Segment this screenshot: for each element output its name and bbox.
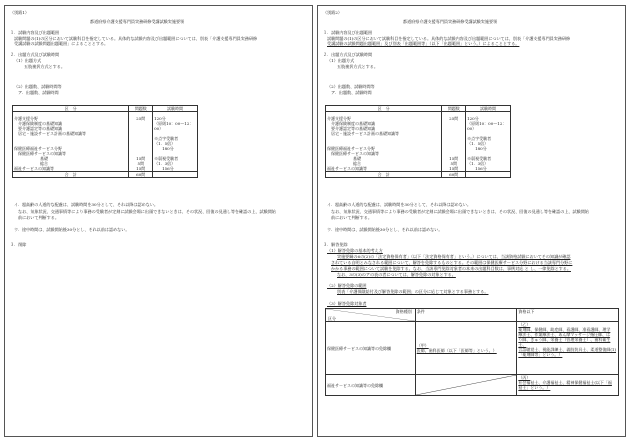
th-count: 問題数 bbox=[129, 106, 153, 112]
r-num2-2: 15問 bbox=[449, 156, 459, 161]
r-th-time: 試験時間 bbox=[466, 106, 511, 112]
cell-count-body bbox=[129, 112, 153, 172]
r-s3-p3: （3）解答免除対象者 bbox=[327, 301, 367, 306]
r-section-2-p2-body: ア．出題数、試験時間 bbox=[331, 90, 372, 95]
cat2-1: 保健医療サービスの知識等 bbox=[18, 151, 66, 156]
r-note-b: なお、気象状況、交通事情等により事務の受験者が定刻に試験会場に出頭できないときは、その状況、回復の見通し等を確認の上、試験開始 bbox=[331, 209, 589, 214]
r-note-a: イ．超高齢の人道的な配慮は、試験時間を30分として、それ以降は認めない。 bbox=[327, 202, 471, 207]
ex-r1-qual-5: 「薬剤師等」という。） bbox=[518, 352, 563, 357]
r-s3-p1d: なお、3の(3)のアの表の者については、解答免除の対象とする。 bbox=[337, 272, 456, 277]
note-b: なお、気象状況、交通事情等により事務の受験者が定刻に試験会場に出頭できないときは、その状況、回復の見通し等を確認の上、試験開始 bbox=[18, 209, 276, 214]
r-section-1-heading: １．試験内容及び出題範囲 bbox=[323, 30, 373, 35]
r-cat2-0: 保健医療福祉サービス分野 bbox=[327, 146, 375, 151]
r-cell-count-body bbox=[442, 112, 466, 172]
cat2-0: 保健医療福祉サービス分野 bbox=[14, 146, 62, 151]
cell-category-body bbox=[13, 112, 129, 172]
cat2-3: 総合 bbox=[40, 161, 48, 166]
cat1-3: 居宅・施設サービス計画の基礎知識等 bbox=[18, 131, 86, 136]
r-th-category: 区 分 bbox=[326, 106, 442, 112]
annex-label: （別紙1） bbox=[10, 10, 29, 15]
section-2-p1-body: 五肢複択方式とする。 bbox=[24, 64, 65, 69]
r-section-2-p1: （1）出題方式 bbox=[327, 58, 355, 63]
r-section-2-heading: ２．出題方式及び試験時間 bbox=[323, 52, 373, 57]
ex-r1-qual-2: 療法士、作業療法士、あん摩マッサージ指圧師、は bbox=[518, 332, 611, 337]
time-4: （1．5倍） bbox=[154, 141, 176, 146]
ex-r1-qual-4: 言語聴覚士、視能訓練士、義肢装具士、柔道整復師(1) bbox=[518, 347, 617, 352]
th-time: 試験時間 bbox=[153, 106, 198, 112]
r-exam-table bbox=[325, 105, 511, 178]
r-s3-p1b: されている自明とみなされる範囲について、解答を免除するものとする。その範囲は保健医療サービス分野における当該専門分野に bbox=[331, 260, 573, 265]
r-cat1-3: 居宅・施設サービス計画の基礎知識等 bbox=[331, 131, 399, 136]
r-cat3: 福祉サービスの知識等 bbox=[327, 166, 367, 171]
total-label: 合 計 bbox=[13, 172, 129, 178]
right-page bbox=[317, 5, 626, 437]
num1: 25問 bbox=[136, 116, 146, 121]
ex-th-diag bbox=[326, 309, 416, 322]
ex-r1-qual-0: （乙） bbox=[518, 322, 531, 327]
section-2-heading: ２．出題方式及び試験時間 bbox=[10, 52, 60, 57]
r-total-label: 合 計 bbox=[326, 172, 442, 178]
cell-time-body bbox=[153, 112, 198, 172]
r-cat2-2: 基礎 bbox=[353, 156, 361, 161]
r-section-1-text-2: 受講試験の試験問題出題範囲」及び別表「出題範囲等」（以下「出題範囲」という。）によることとする。 bbox=[327, 41, 520, 46]
left-page bbox=[4, 5, 313, 437]
time-1: （原則10：00〜12：00） bbox=[154, 121, 194, 131]
r-time-7: ※弱視受験者 bbox=[467, 156, 492, 161]
ex-r2-qual-1: 社会福祉士、介護福祉士、精神保健福祉士(以下「福 bbox=[518, 380, 612, 385]
time-9: 156分 bbox=[162, 166, 174, 171]
r-num1: 25問 bbox=[449, 116, 459, 121]
ex-r1-qual-3: り師、きゅう師、栄養士（管理栄養士）、歯科衛生士、 bbox=[518, 337, 611, 347]
exemption-table bbox=[325, 308, 619, 396]
exam-table bbox=[12, 105, 198, 178]
r-note-c: 前において判断する。 bbox=[331, 215, 372, 220]
total-count: 60問 bbox=[129, 172, 153, 178]
ex-th-cat: 区分 bbox=[328, 316, 336, 321]
total-time bbox=[153, 172, 198, 178]
r-th-count: 問題数 bbox=[442, 106, 466, 112]
r-num3: 15問 bbox=[449, 166, 459, 171]
r-cell-category-body bbox=[326, 112, 442, 172]
ex-r1-qual-1: 薬剤師、保健師、助産師、看護師、准看護師、理学 bbox=[518, 327, 611, 332]
time-8: （1．3倍） bbox=[154, 161, 176, 166]
r-time-8: （1．3倍） bbox=[467, 161, 489, 166]
ex-r2-qual-0: （丙） bbox=[518, 375, 531, 380]
ex-r2-cat: 福祉サービスの知識等の免除欄 bbox=[326, 375, 416, 396]
r-cell-time-body bbox=[466, 112, 511, 172]
r-section-2-p2: （2）出題数、試験時間等 bbox=[327, 84, 375, 89]
ex-r2-qual bbox=[517, 375, 619, 396]
r-s3-p2a: 別表「介護保険給付及び解答免除の範囲」の区分に応じて対象とする事務とする。 bbox=[337, 289, 489, 294]
time-7: ※弱視受験者 bbox=[154, 156, 179, 161]
r-s3-p2: （2）解答免除の範囲 bbox=[327, 283, 367, 288]
cat1-2: 要介護認定等の基礎知識 bbox=[18, 126, 62, 131]
num3: 15問 bbox=[136, 166, 146, 171]
note-d: ウ．途中時間は、試験開始後30分とし、それ以前は認めない。 bbox=[14, 227, 130, 232]
r-total-count: 60問 bbox=[442, 172, 466, 178]
r-num2-3: 5問 bbox=[450, 161, 457, 166]
cat3: 福祉サービスの知識等 bbox=[14, 166, 54, 171]
ex-r1-cat: 保健医療サービスの知識等の免除欄 bbox=[326, 322, 416, 375]
section-1-text-2: 受講試験の試験問題出題範囲」によることとする。 bbox=[14, 41, 109, 46]
r-section-3-heading: ３．解答免除 bbox=[323, 242, 348, 247]
cat1-1: 介護保険制度の基礎知識 bbox=[18, 121, 62, 126]
r-cat1-0: 介護支援分野 bbox=[327, 116, 351, 121]
num2-2: 15問 bbox=[136, 156, 146, 161]
th-category: 区 分 bbox=[13, 106, 129, 112]
r-time-9: 156分 bbox=[475, 166, 487, 171]
ex-th-type: 資格種別 bbox=[395, 309, 412, 314]
section-2-p1: （1）出題方式 bbox=[14, 58, 42, 63]
r-cat1-2: 要介護認定等の基礎知識 bbox=[331, 126, 375, 131]
section-1-heading: １．試験内容及び出題範囲 bbox=[10, 30, 60, 35]
ex-r1-qual bbox=[517, 322, 619, 375]
page-title: 都道府県介護支援専門員実務研修受講試験実施要領 bbox=[90, 19, 185, 24]
time-0: 120分 bbox=[154, 116, 166, 121]
r-cat2-3: 総合 bbox=[353, 161, 361, 166]
ex-r1-cond-1: 医師、歯科医師（以下「医師等」という。） bbox=[416, 348, 497, 353]
r-note-d: ウ．途中時間は、試験開始後30分とし、それ以前は認めない。 bbox=[327, 227, 443, 232]
section-1-text-1: 試験問題の(1)の区分において試験科目を指定している。具体的な試験内容及び出題範囲については、別表「介護支援専門員実務研修 bbox=[14, 36, 258, 41]
ex-r2-cond-diag bbox=[415, 375, 517, 396]
r-time-0: 120分 bbox=[467, 116, 479, 121]
section-3-heading: ３．削除 bbox=[10, 242, 27, 247]
time-3: ※点字受験者 bbox=[154, 136, 179, 141]
r-cat2-1: 保健医療サービスの知識等 bbox=[331, 151, 379, 156]
num2-3: 5問 bbox=[137, 161, 144, 166]
ex-th-cond: 条件 bbox=[415, 309, 517, 322]
cat1-0: 介護支援分野 bbox=[14, 116, 38, 121]
note-c: 前において判断する。 bbox=[18, 215, 59, 220]
r-time-4: （1．5倍） bbox=[467, 141, 489, 146]
r-s3-p1: （1）解答免除の基本的考え方 bbox=[327, 248, 383, 253]
r-time-1: （原則10：00〜12：00） bbox=[467, 121, 507, 131]
annex-label-2: （別紙2） bbox=[323, 10, 342, 15]
note-a: イ．超高齢の人道的な配慮は、試験時間を30分として、それ以降は認めない。 bbox=[14, 202, 158, 207]
ex-th-qual: 資格以下 bbox=[517, 309, 619, 322]
section-2-p2: （2）出題数、試験時間等 bbox=[14, 84, 62, 89]
section-2-p2-body: ア．出題数、試験時間 bbox=[18, 90, 59, 95]
r-s3-p1a: 実施要綱の6の(2)の「法定資格保有者」（以下「法定資格保有者」という。）については、当該資格試験においてその知識が確認 bbox=[337, 254, 571, 259]
ex-r1-cond-0: （甲） bbox=[416, 343, 429, 348]
r-time-3: ※点字受験者 bbox=[467, 136, 492, 141]
ex-r1-cond bbox=[415, 322, 517, 375]
ex-r2-qual-2: 祉士」という。） bbox=[518, 385, 551, 390]
r-cat1-1: 介護保険制度の基礎知識 bbox=[331, 121, 375, 126]
r-total-time bbox=[466, 172, 511, 178]
r-section-1-text-1: 試験問題の(1)の区分において試験科目を指定している。具体的な試験内容及び出題範囲については、別表「介護支援専門員実務研修 bbox=[327, 36, 571, 41]
cat2-2: 基礎 bbox=[40, 156, 48, 161]
time-5: 180分 bbox=[162, 146, 174, 151]
page-title-2: 都道府県介護支援専門員実務研修受講試験実施要領 bbox=[403, 19, 498, 24]
r-section-2-p1-body: 五肢複択方式とする。 bbox=[337, 64, 378, 69]
r-s3-p1c: かかる事務の範囲について試験を免除する。なお、当該専門免除対象者の本来の出題科目数は、事例対応 と し、一律免除とする。 bbox=[331, 266, 571, 271]
r-time-5: 180分 bbox=[475, 146, 487, 151]
